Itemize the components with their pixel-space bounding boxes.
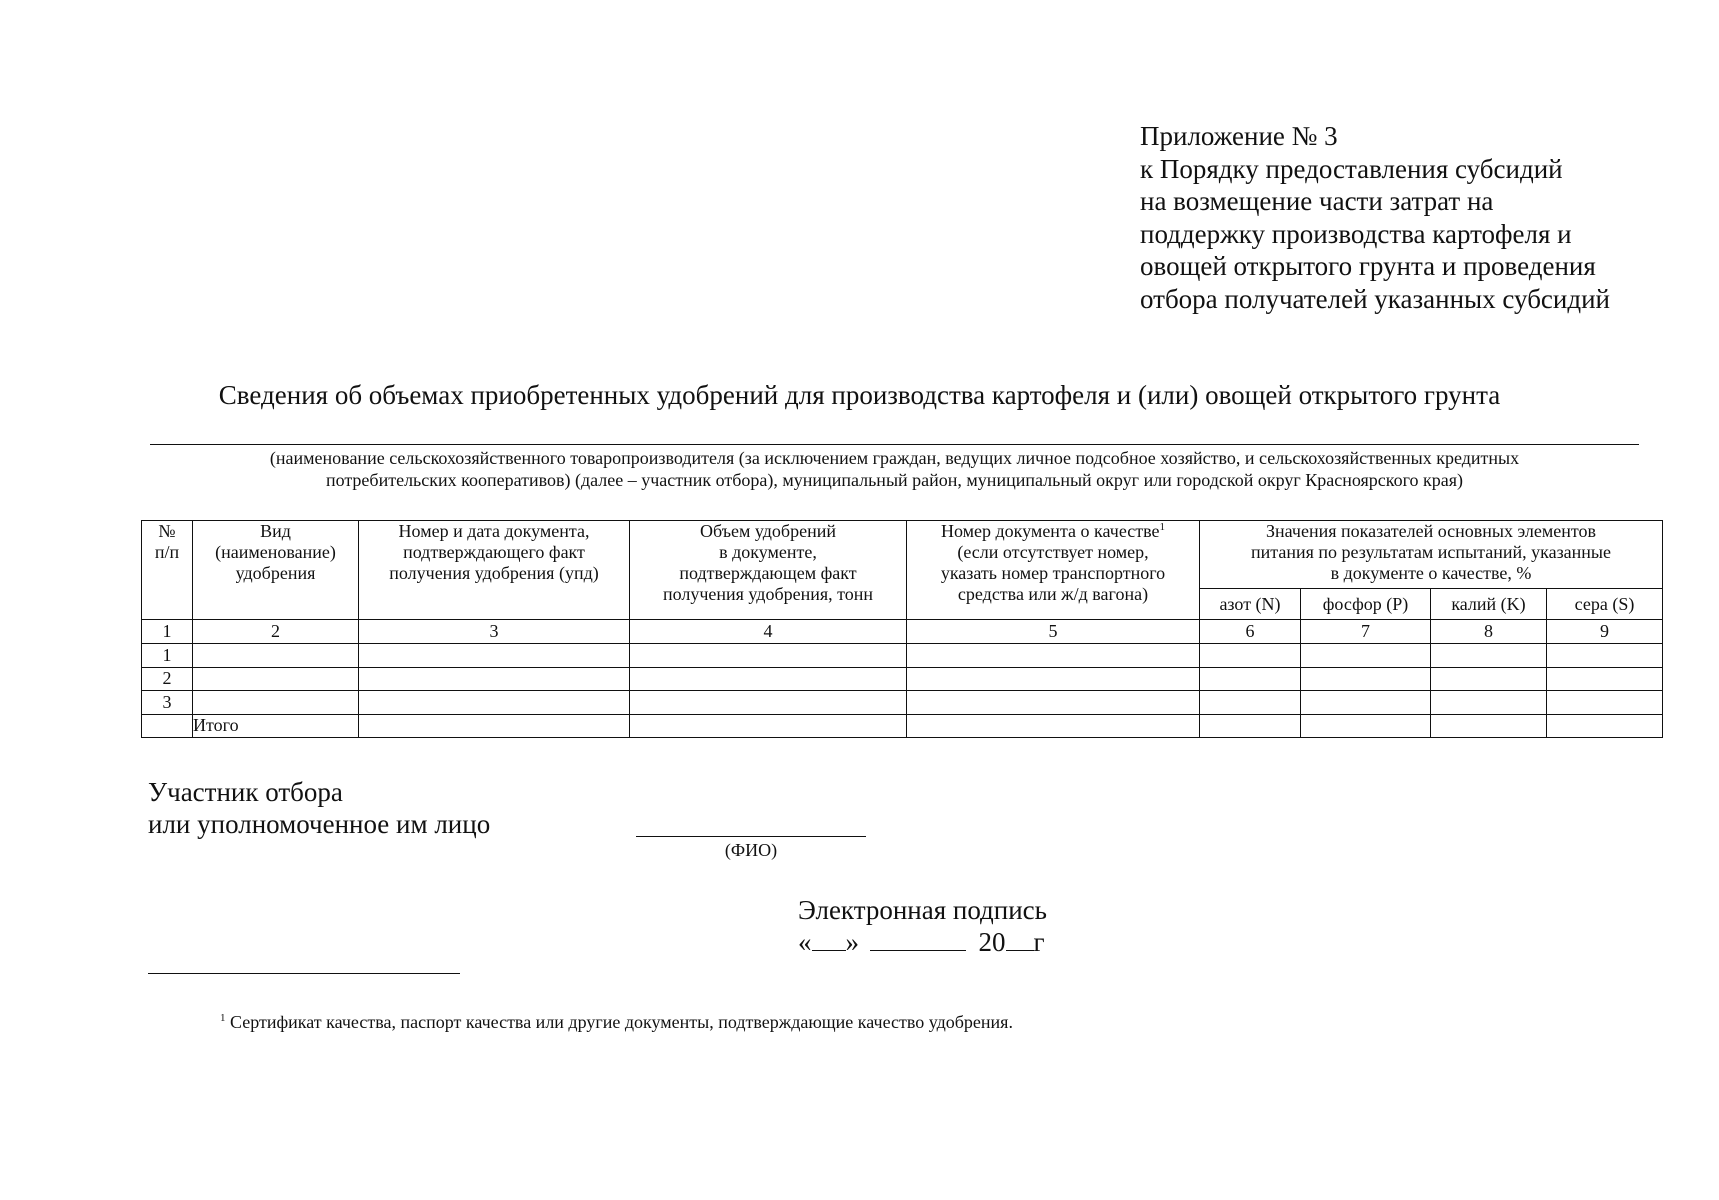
column-number: 4	[630, 620, 907, 644]
date-year-suffix: г	[1033, 927, 1045, 957]
phosphorus-cell[interactable]	[1301, 691, 1431, 715]
total-quality-document-cell[interactable]	[907, 714, 1200, 738]
caption-line: (наименование сельскохозяйственного товаропроизводителя (за исключением граждан, ведущих личное подсобное хозяйство, и сельскохозяйственных кредитных	[269, 448, 1520, 468]
document-cell[interactable]	[359, 644, 630, 668]
quality-doc-note: (если отсутствует номер, указать номер транспортного средства или ж/д вагона)	[940, 542, 1166, 604]
header-num: № п/п	[142, 521, 193, 620]
potassium-cell[interactable]	[1431, 644, 1547, 668]
phosphorus-cell[interactable]	[1301, 644, 1431, 668]
potassium-cell[interactable]	[1431, 667, 1547, 691]
column-number: 3	[359, 620, 630, 644]
header-indicators: Значения показателей основных элементов питания по результатам испытаний, указанные в документе о качестве, %	[1200, 521, 1663, 589]
nitrogen-cell[interactable]	[1200, 667, 1301, 691]
column-number: 2	[193, 620, 359, 644]
footnote-marker: 1	[1159, 521, 1165, 533]
footnote-text: Сертификат качества, паспорт качества или другие документы, подтверждающие качество удобрения.	[230, 1012, 1013, 1032]
column-number: 1	[142, 620, 193, 644]
date-close-quote: »	[845, 927, 859, 957]
header-sulfur: сера (S)	[1547, 589, 1663, 620]
total-label: Итого	[193, 714, 359, 738]
total-potassium-cell[interactable]	[1431, 714, 1547, 738]
sulfur-cell[interactable]	[1547, 691, 1663, 715]
header-potassium: калий (K)	[1431, 589, 1547, 620]
header-phosphorus: фосфор (P)	[1301, 589, 1431, 620]
volume-cell[interactable]	[630, 667, 907, 691]
nitrogen-cell[interactable]	[1200, 691, 1301, 715]
column-number: 5	[907, 620, 1200, 644]
total-empty-cell	[142, 714, 193, 738]
appendix-line: отбора получателей указанных субсидий	[1140, 283, 1610, 314]
sulfur-cell[interactable]	[1547, 667, 1663, 691]
date-open-quote: «	[798, 927, 812, 957]
row-number: 1	[142, 644, 193, 668]
column-number: 8	[1431, 620, 1547, 644]
document-cell[interactable]	[359, 691, 630, 715]
document-cell[interactable]	[359, 667, 630, 691]
date-year-prefix: 20	[978, 927, 1006, 957]
header-document: Номер и дата документа, подтверждающего факт получения удобрения (упд)	[359, 521, 630, 620]
appendix-line: овощей открытого грунта и проведения	[1140, 251, 1596, 281]
fertilizer-type-cell[interactable]	[193, 644, 359, 668]
total-nitrogen-cell[interactable]	[1200, 714, 1301, 738]
esign-label: Электронная подпись	[798, 895, 1047, 925]
table-row	[142, 667, 1663, 691]
column-number: 6	[1200, 620, 1301, 644]
participant-name-line	[150, 444, 1639, 445]
volume-cell[interactable]	[630, 644, 907, 668]
electronic-signature-block	[798, 894, 1047, 958]
sulfur-cell[interactable]	[1547, 644, 1663, 668]
caption-line: потребительских кооперативов) (далее – участник отбора), муниципальный район, муниципальный округ или городской округ Красноярского края)	[325, 470, 1464, 490]
total-sulfur-cell[interactable]	[1547, 714, 1663, 738]
footnote-marker: 1	[220, 1012, 226, 1024]
participant-name-caption	[150, 447, 1639, 491]
fio-caption: (ФИО)	[724, 840, 778, 860]
table-row	[142, 644, 1663, 668]
potassium-cell[interactable]	[1431, 691, 1547, 715]
header-quality-document	[907, 521, 1200, 620]
row-number: 3	[142, 691, 193, 715]
appendix-line: Приложение № 3	[1140, 121, 1338, 151]
quality-document-cell[interactable]	[907, 644, 1200, 668]
date-day-blank[interactable]	[812, 926, 846, 951]
quality-doc-label: Номер документа о качестве	[940, 521, 1160, 541]
total-phosphorus-cell[interactable]	[1301, 714, 1431, 738]
appendix-line: на возмещение части затрат на	[1140, 186, 1494, 216]
table-row	[142, 691, 1663, 715]
date-line	[798, 926, 1047, 958]
quality-document-cell[interactable]	[907, 691, 1200, 715]
document-title: Сведения об объемах приобретенных удобрений для производства картофеля и (или) овощей открытого грунта	[218, 380, 1501, 410]
column-number: 9	[1547, 620, 1663, 644]
fertilizer-table	[141, 520, 1663, 738]
signature-block	[148, 776, 490, 840]
appendix-header	[1140, 120, 1700, 315]
phosphorus-cell[interactable]	[1301, 667, 1431, 691]
header-fertilizer-type: Вид (наименование) удобрения	[193, 521, 359, 620]
fio-signature-line[interactable]	[636, 836, 866, 837]
quality-document-cell[interactable]	[907, 667, 1200, 691]
footnote	[220, 1012, 1013, 1033]
table-row-total	[142, 714, 1663, 738]
appendix-line: к Порядку предоставления субсидий	[1140, 153, 1563, 184]
authorized-person-label: или уполномоченное им лицо	[148, 809, 491, 839]
volume-cell[interactable]	[630, 691, 907, 715]
date-month-blank[interactable]	[870, 926, 966, 951]
fertilizer-type-cell[interactable]	[193, 667, 359, 691]
total-document-cell[interactable]	[359, 714, 630, 738]
total-volume-cell[interactable]	[630, 714, 907, 738]
header-nitrogen: азот (N)	[1200, 589, 1301, 620]
appendix-line: поддержку производства картофеля и	[1140, 218, 1572, 249]
footnote-separator	[148, 973, 460, 974]
fertilizer-type-cell[interactable]	[193, 691, 359, 715]
date-year-blank[interactable]	[1006, 926, 1034, 951]
participant-label: Участник отбора	[148, 777, 343, 807]
header-volume: Объем удобрений в документе, подтверждающем факт получения удобрения, тонн	[630, 521, 907, 620]
row-number: 2	[142, 667, 193, 691]
nitrogen-cell[interactable]	[1200, 644, 1301, 668]
column-number: 7	[1301, 620, 1431, 644]
